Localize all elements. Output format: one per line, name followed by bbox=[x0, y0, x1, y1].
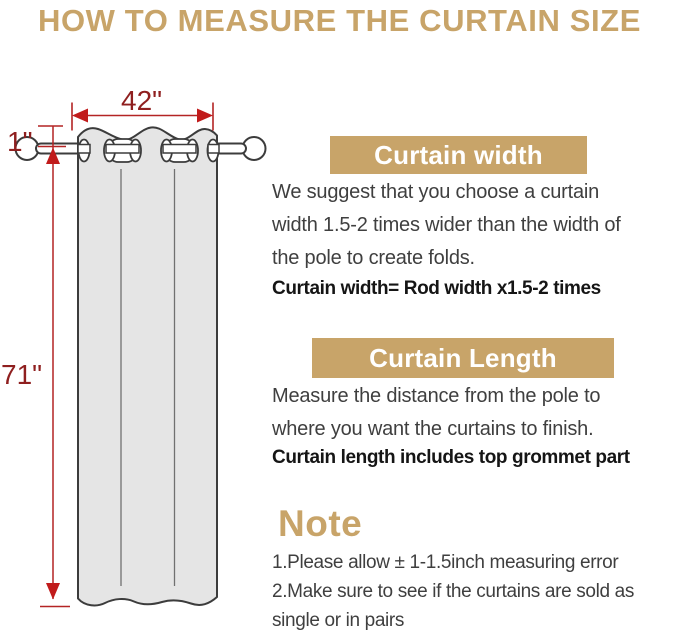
curtain-width-formula: Curtain width= Rod width x1.5-2 times bbox=[272, 278, 601, 299]
note-heading: Note bbox=[278, 503, 363, 544]
curtain-width-heading: Curtain width bbox=[330, 136, 587, 174]
curtain-width-body: We suggest that you choose a curtain width 1.5-2 times wider than the width of the pole to create folds. bbox=[272, 181, 621, 269]
curtain-panel bbox=[78, 127, 217, 605]
width-dimension-label: 42" bbox=[121, 85, 163, 116]
width-dimension bbox=[72, 85, 213, 131]
length-dimension bbox=[1, 126, 70, 607]
length-dimension-label: 71" bbox=[1, 359, 43, 390]
rod-through-opening bbox=[106, 145, 139, 154]
note-item: 1.Please allow ± 1-1.5inch measuring error bbox=[272, 552, 619, 573]
curtain-length-body: Measure the distance from the pole to where you want the curtains to finish. bbox=[272, 385, 601, 440]
curtain-length-heading: Curtain Length bbox=[312, 338, 614, 378]
arrow-down-icon bbox=[46, 583, 60, 600]
arrow-right-icon bbox=[197, 109, 213, 123]
rod-through-opening bbox=[78, 145, 90, 154]
grommet-top-label: 1" bbox=[7, 126, 33, 157]
page-title: HOW TO MEASURE THE CURTAIN SIZE bbox=[37, 3, 641, 38]
note-list bbox=[272, 549, 677, 635]
rod-through-opening bbox=[208, 145, 219, 154]
rod-through-opening bbox=[163, 145, 196, 154]
arrow-left-icon bbox=[72, 109, 88, 123]
note-item: 2.Make sure to see if the curtains are sold as single or in pairs bbox=[272, 580, 634, 631]
curtain-length-formula: Curtain length includes top grommet part bbox=[272, 447, 630, 468]
